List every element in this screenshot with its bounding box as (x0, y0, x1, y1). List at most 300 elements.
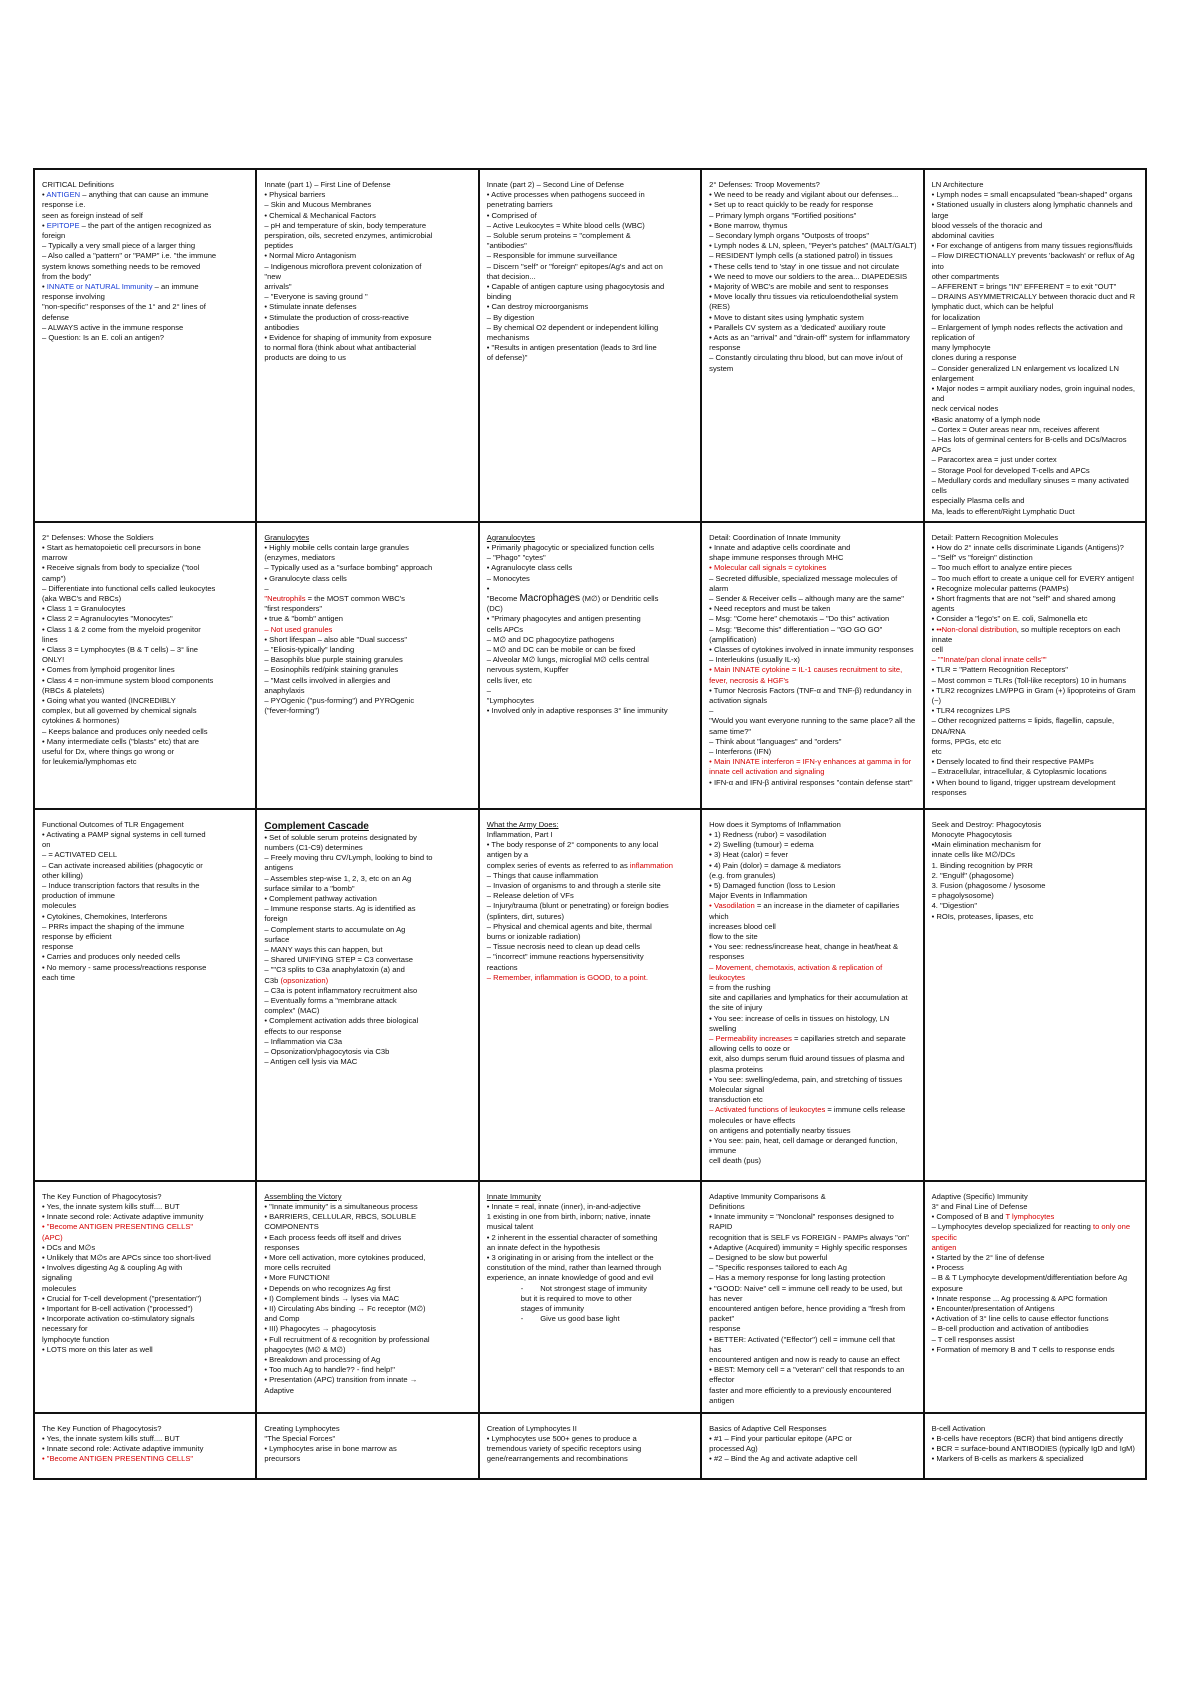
note-line: • Consider a "lego's" on E. coli, Salmonella etc (931, 614, 1088, 624)
note-line: Creation of Lymphocytes II (486, 1423, 577, 1433)
note-line: – Enlargement of lymph nodes reflects the activation and replication of (931, 322, 1123, 343)
note-line: – Can activate increased abilities (phagocytic or (42, 860, 203, 870)
note-line: • Comprised of (486, 210, 537, 220)
note-line: – Too much effort to create a unique cell for EVERY antigen! (931, 573, 1135, 583)
note-line: = from the rushing (709, 982, 771, 992)
note-line: – B-cell production and activation of antibodies (931, 1324, 1089, 1334)
note-line: - Give us good base light (520, 1314, 620, 1324)
note-cell (479, 1181, 701, 1413)
note-cell (924, 1181, 1146, 1413)
note-line: • Bone marrow, thymus (709, 220, 788, 230)
note-line: (RES) (709, 302, 730, 312)
note-line: (amplification) (709, 634, 757, 644)
note-line (932, 625, 1139, 645)
note-line: • Involves digesting Ag & coupling Ag with (42, 1263, 183, 1273)
line-fragment: = capillaries stretch and separate (791, 1033, 906, 1043)
note-line: • Stimulate innate defenses (264, 302, 357, 312)
note-line: Monocyte Phagocytosis (931, 829, 1012, 839)
note-line: – (264, 583, 269, 593)
note-line: 3. Fusion (phagosome / lysosome (931, 880, 1046, 890)
note-line: • More cell activation, more cytokines produced, (264, 1252, 426, 1262)
note-line: on (42, 840, 51, 850)
note-line: • Start as hematopoietic cell precursors in bone (42, 542, 201, 552)
note-line: • Depends on who recognizes Ag first (264, 1283, 391, 1293)
note-line: • 2 inherent in the essential character of something (486, 1232, 658, 1242)
note-line: • Recognize molecular patterns (PAMPs) (931, 583, 1069, 593)
line-fragment: • (42, 282, 47, 292)
note-line: (splinters, dirt, sutures) (486, 911, 565, 921)
note-line (709, 1034, 916, 1044)
note-cell (479, 1413, 701, 1479)
note-line: ONLY! (42, 655, 65, 665)
note-line: – Msg: "Become this" differentiation – "GO GO GO" (709, 624, 883, 634)
note-line: – Question: Is an E. coli an antigen? (42, 333, 165, 343)
note-line: penetrating barriers (486, 200, 553, 210)
note-line: • 1) Redness (rubor) = vasodilation (709, 829, 827, 839)
note-line: • Yes, the innate system kills stuff.... BUT (42, 1433, 180, 1443)
note-line: on antigens and potentially nearby tissues (709, 1125, 851, 1135)
note-line: responses (709, 952, 745, 962)
note-line: • Crucial for T-cell development ("presentation") (42, 1293, 202, 1303)
note-line: – Has lots of germinal centers for B-cells and DCs/Macros APCs (931, 435, 1127, 455)
note-line: phagocytes (M∅ & M∅) (264, 1344, 346, 1354)
note-line: • Densely located to find their respective PAMPs (931, 757, 1094, 767)
note-line: Molecular signal (709, 1084, 765, 1094)
note-line: • Move locally thru tissues via reticuloendothelial system (709, 292, 898, 302)
note-line: – Injury/trauma (blunt or penetrating) or foreign bodies (486, 901, 669, 911)
note-line: • true & "bomb" antigen (264, 614, 343, 624)
note-line: precursors (264, 1454, 301, 1464)
note-line: – Think about "languages" and "orders" (709, 736, 842, 746)
note-line: • You see: swelling/edema, pain, and stretching of tissues (709, 1074, 903, 1084)
note-line: • Short fragments that are not "self" and shared among agents (931, 593, 1116, 614)
note-line: (e.g. from granules) (709, 870, 776, 880)
note-line: • Class 3 = Lymphocytes (B & T cells) – 3° line (42, 644, 199, 654)
note-line: – Too much effort to analyze entire pieces (931, 563, 1072, 573)
note-line: alarm (709, 583, 729, 593)
note-cell (34, 522, 256, 809)
note-line: – RESIDENT lymph cells (a stationed patrol) in tissues (709, 251, 893, 261)
line-fragment: – Permeability increases (709, 1033, 792, 1043)
grid-row (34, 1413, 1146, 1479)
note-line: • For exchange of antigens from many tissues regions/fluids (931, 241, 1133, 251)
note-line: camp") (42, 573, 66, 583)
line-fragment: – an immune (152, 282, 199, 292)
note-line: – Medullary cords and medullary sinuses = many activated cells (931, 475, 1129, 496)
line-fragment: • (931, 624, 937, 634)
note-line: recognition that is SELF vs FOREIGN - PAMPs always "on" (709, 1232, 909, 1242)
note-line: – Cortex = Outer areas near nm, receives afferent (931, 424, 1100, 434)
note-line: each time (42, 972, 75, 982)
note-line: stages of immunity (520, 1303, 585, 1313)
note-line: • III) Phagocytes → phagocytosis (264, 1324, 376, 1334)
note-cell (479, 522, 701, 809)
note-line: – M∅ and DC can be mobile or can be fixed (486, 644, 636, 654)
note-line: • Innate second role: Activate adaptive immunity (42, 1212, 204, 1222)
note-cell (34, 1413, 256, 1479)
note-line: – ""Innate/pan clonal innate cells"" (931, 655, 1047, 665)
note-line: Granulocytes (264, 532, 310, 542)
note-line: Definitions (709, 1201, 745, 1211)
note-line: • Involved only in adaptive responses 3° line immunity (486, 706, 668, 716)
line-fragment: • Vasodilation (709, 901, 755, 911)
note-line: – Responsible for immune surveillance (486, 251, 618, 261)
note-line: flow to the site (709, 931, 758, 941)
note-line: transduction etc (709, 1095, 763, 1105)
note-line: • Many intermediate cells ("blasts" etc) that are (42, 736, 200, 746)
note-line: • You see: increase of cells in tissues on histology, LN (709, 1013, 890, 1023)
note-line: • Active processes when pathogens succeed in (486, 190, 645, 200)
note-line: – Skin and Mucous Membranes (264, 200, 372, 210)
note-line: – PRRs impact the shaping of the immune (42, 921, 185, 931)
note-line (42, 190, 249, 200)
note-line: – Other recognized patterns = lipids, flagellin, capsule, DNA/RNA (931, 716, 1115, 736)
note-line: – ALWAYS active in the immune response (42, 322, 184, 332)
note-line (487, 594, 694, 604)
note-line: foreign (264, 914, 288, 924)
note-line: • Stationed usually in clusters along lymphatic channels and large (931, 200, 1133, 220)
note-line: • Physical barriers (264, 190, 326, 200)
note-line: 2° Defenses: Whose the Soldiers (42, 532, 154, 542)
note-line: experience, an innate knowledge of good and evil (486, 1273, 654, 1283)
note-line: antigen by a (486, 850, 529, 860)
line-fragment: ANTIGEN (46, 190, 81, 200)
note-line: – Sender & Receiver cells – although many are the same" (709, 593, 904, 603)
note-line: – "Everyone is saving ground " (264, 292, 368, 302)
note-line: • Capable of antigen capture using phagocytosis and (486, 282, 665, 292)
note-line: • LOTS more on this later as well (42, 1344, 153, 1354)
note-line: site and capillaries and lymphatics for their accumulation at (709, 993, 908, 1003)
note-line: • Parallels CV system as a 'dedicated' auxiliary route (709, 322, 886, 332)
note-cell (701, 1413, 923, 1479)
note-line: 1. Binding recognition by PRR (931, 860, 1033, 870)
note-line: • Cytokines, Chemokines, Interferons (42, 911, 168, 921)
note-line: same time?" (709, 726, 752, 736)
note-line: for localization (931, 312, 981, 322)
note-line: faster and more efficiently to a previously encountered antigen (709, 1385, 892, 1405)
note-line: – Paracortex area = just under cortex (931, 455, 1057, 465)
note-line: • Yes, the innate system kills stuff.... BUT (42, 1201, 180, 1211)
note-line: – Typically used as a "surface bombing" approach (264, 563, 433, 573)
note-line: • Stimulate the production of cross-reactive (264, 312, 409, 322)
note-line: LN Architecture (931, 180, 984, 189)
note-line: allowing cells to ooze or (709, 1044, 790, 1054)
note-line: – Assembles step-wise 1, 2, 3, etc on an Ag (264, 873, 412, 883)
note-line: •Main elimination mechanism for (931, 840, 1041, 850)
note-line: – Secondary lymph organs "Outposts of troops" (709, 231, 870, 241)
note-line: "Would you want everyone running to the same place? all the (709, 716, 916, 726)
line-fragment: – the part of the antigen recognized as (79, 220, 212, 230)
note-line: ("fever-forming") (264, 706, 320, 716)
note-line: Detail: Coordination of Innate Immunity (709, 532, 841, 542)
note-line: • II) Circulating Abs binding → Fc receptor (M∅) (264, 1303, 426, 1313)
note-line: – M∅ and DC phagocytize pathogens (486, 634, 615, 644)
note-line: encountered antigen before, hence providing a "fresh from (709, 1303, 906, 1313)
note-line: system knows something needs to be removed (42, 261, 201, 271)
note-line: – Induce transcription factors that results in the (42, 880, 200, 890)
note-line: – DRAINS ASYMMETRICALLY between thoracic duct and R (931, 292, 1136, 302)
note-line: – "Mast cells involved in allergies and (264, 675, 391, 685)
line-fragment: EPITOPE (46, 220, 80, 230)
note-line: burns or ionizable radiation) (486, 931, 581, 941)
line-fragment: "Become (486, 593, 520, 603)
note-line: • TLR2 recognizes LM/PPG in Gram (+) lipoproteins of Gram (−) (931, 685, 1136, 705)
note-line: • No memory - same process/reactions response (42, 962, 207, 972)
grid-row (34, 809, 1146, 1181)
note-line: • I) Complement binds → lyses via MAC (264, 1293, 400, 1303)
note-line: – Interleukins (usually IL-x) (709, 655, 800, 665)
note-line: – Complement starts to accumulate on Ag (264, 924, 406, 934)
note-line: mechanisms (486, 333, 530, 343)
note-line: • Comes from lymphoid progenitor lines (42, 665, 175, 675)
note-line: more cells recruited (264, 1263, 331, 1273)
note-line: • Move to distant sites using lymphatic system (709, 312, 864, 322)
note-line (264, 594, 471, 604)
note-line: • Formation of memory B and T cells to response ends (931, 1344, 1115, 1354)
note-line: • 4) Pain (dolor) = damage & mediators (709, 860, 841, 870)
note-line: = phagolysosome) (931, 891, 994, 901)
note-line: perspiration, oils, secreted enzymes, antimicrobial (264, 231, 433, 241)
note-line: – = ACTIVATED CELL (42, 850, 118, 860)
note-line: encountered antigen and now is ready to cause an effect (709, 1354, 900, 1364)
note-line: • Short lifespan – also able "Dual success" (264, 634, 408, 644)
note-line: • Main INNATE interferon = IFN-γ enhances at gamma in for (709, 757, 912, 767)
note-line: Inflammation, Part I (486, 829, 553, 839)
note-cell (701, 1181, 923, 1413)
note-line: – Differentiate into functional cells called leukocytes (42, 583, 216, 593)
line-fragment: INNATE or NATURAL Immunity (46, 282, 153, 292)
note-line: Major Events in Inflammation (709, 891, 808, 901)
note-line: complex" (MAC) (264, 1006, 320, 1016)
note-cell (924, 809, 1146, 1181)
note-line: "Lymphocytes (486, 695, 534, 705)
line-fragment: ••Non-clonal distribution (936, 624, 1017, 634)
note-line: useful for Dx, where things go wrong or (42, 746, 175, 756)
note-line: – Consider generalized LN enlargement vs localized LN enlargement (931, 363, 1119, 383)
note-line: production of immune (42, 891, 116, 901)
note-line: • Innate and adaptive cells coordinate and (709, 542, 851, 552)
note-line: effector (709, 1375, 735, 1385)
note-line: • Markers of B-cells as markers & specialized (931, 1454, 1084, 1464)
note-line: • 3 originating in or arising from the intellect or the (486, 1252, 654, 1262)
note-line: – Alveolar M∅ lungs, microglial M∅ cells central (486, 655, 649, 665)
note-line: abdominal cavities (931, 231, 995, 241)
note-line: for leukemia/lymphomas etc (42, 757, 137, 767)
note-line: • Lymphocytes arise in bone marrow as (264, 1444, 397, 1454)
note-line: – Has a memory response for long lasting protection (709, 1273, 886, 1283)
note-line: • Unlikely that M∅s are APCs since too short-lived (42, 1252, 211, 1262)
note-line: 1 existing in one from birth, inborn; native, innate (486, 1212, 651, 1222)
note-line: molecules (42, 901, 77, 911)
note-line: • 3) Heat (calor) = fever (709, 850, 789, 860)
note-line: • #2 – Bind the Ag and activate adaptive cell (709, 1454, 858, 1464)
note-line: • Lymph nodes = small encapsulated "bean-shaped" organs (931, 190, 1133, 200)
note-line: • You see: redness/increase heat, change in heat/heat & (709, 942, 899, 952)
note-line: • ROIs, proteases, lipases, etc (931, 911, 1034, 921)
note-line: • Major nodes = armpit auxiliary nodes, groin inguinal nodes, and (931, 384, 1135, 404)
note-line: • BETTER: Activated ("Effector") cell = immune cell that (709, 1334, 895, 1344)
note-line: Adaptive Immunity Comparisons & (709, 1191, 826, 1201)
note-line: "antibodies" (486, 241, 527, 251)
note-line: – Extracellular, intracellular, & Cytoplasmic locations (931, 767, 1107, 777)
note-line: Complement Cascade (264, 820, 369, 832)
note-line: seen as foreign instead of self (42, 210, 143, 220)
line-fragment: (M∅) or Dendritic cells (580, 593, 659, 603)
note-line: – Interferons (IFN) (709, 746, 772, 756)
note-line: • We need to move our soldiers to the area... DIAPEDESIS (709, 271, 908, 281)
note-line: – Physical and chemical agents and bite, thermal (486, 921, 652, 931)
note-line: molecules (42, 1283, 77, 1293)
note-line: nervous system, Kupffer (486, 665, 569, 675)
note-line: defense (42, 312, 70, 322)
note-line (709, 1105, 916, 1115)
note-line (42, 221, 249, 231)
note-line: Assembling the Victory (264, 1191, 342, 1201)
note-line: – By chemical O2 dependent or independent killing (486, 322, 659, 332)
note-line: 2. "Engulf" (phagosome) (931, 870, 1014, 880)
note-line: complex, but all governed by chemical signals (42, 706, 197, 716)
note-line: an innate defect in the hypothesis (486, 1242, 600, 1252)
line-fragment: – Activated functions of leukocytes (709, 1105, 826, 1115)
note-line: – Release deletion of VFs (486, 891, 574, 901)
note-line: forms, PPGs, etc etc (931, 736, 1002, 746)
note-cell (701, 522, 923, 809)
note-line: – Flow DIRECTIONALLY prevents 'backwash' or reflux of Ag into (931, 251, 1135, 271)
note-cell (924, 522, 1146, 809)
note-line: musical talent (486, 1222, 534, 1232)
note-line: • More FUNCTION! (264, 1273, 330, 1283)
note-line: • "Become ANTIGEN PRESENTING CELLS" (42, 1454, 194, 1464)
note-line: • B-cells have receptors (BCR) that bind antigens directly (931, 1433, 1123, 1443)
note-line: • Each process feeds off itself and drives (264, 1232, 402, 1242)
note-line: swelling (709, 1023, 737, 1033)
note-line: • These cells tend to 'stay' in one tissue and not circulate (709, 261, 900, 271)
note-line: to normal flora (think about what antibacterial (264, 343, 416, 353)
note-line: • Acts as an "arrival" and "drain-off" system for inflammatory (709, 333, 910, 343)
line-fragment: = the MOST common WBC's (305, 593, 405, 603)
note-line (487, 861, 694, 871)
note-line: response by efficient (42, 931, 112, 941)
note-line: products are doing to us (264, 353, 346, 363)
note-line: • #1 – Find your particular epitope (APC or (709, 1433, 852, 1443)
note-line: response i.e. (42, 200, 86, 210)
note-line: – AFFERENT = brings "IN" EFFERENT = to exit "OUT" (931, 282, 1117, 292)
note-line: increases blood cell (709, 921, 776, 931)
note-line: • You see: pain, heat, cell damage or deranged function, immune (709, 1136, 898, 1156)
note-line: – Most common = TLRs (Toll-like receptors) 10 in humans (931, 675, 1127, 685)
line-fragment: T lymphocytes (1005, 1212, 1055, 1222)
note-line: • Granulocyte class cells (264, 573, 347, 583)
note-line: • Too much Ag to handle?? - find help!" (264, 1365, 395, 1375)
note-line: necessary for (42, 1324, 88, 1334)
note-line: has (709, 1344, 722, 1354)
note-line: • "GOOD: Naive" cell = immune cell ready to be used, but (709, 1283, 903, 1293)
note-line: • Incorporate activation co-stimulatory signals (42, 1314, 195, 1324)
note-line: •Basic anatomy of a lymph node (931, 414, 1041, 424)
note-line: • Adaptive (Acquired) immunity = Highly specific responses (709, 1242, 908, 1252)
note-line: • Complement pathway activation (264, 893, 377, 903)
note-line: – Things that cause inflammation (486, 870, 599, 880)
line-fragment: • Composed of B and (931, 1212, 1006, 1222)
note-line: • Lymph nodes & LN, spleen, "Peyer's patches" (MALT/GALT) (709, 241, 917, 251)
note-line: – Remember, inflammation is GOOD, to a point. (486, 972, 648, 982)
note-line: – "Specific responses tailored to each Ag (709, 1263, 847, 1273)
note-line: • "Primary phagocytes and antigen presenting (486, 614, 641, 624)
note-line: reactions (486, 962, 518, 972)
note-line: (DC) (486, 604, 503, 614)
note-line: • BCR = surface-bound ANTIBODIES (typically IgD and IgM) (931, 1444, 1135, 1454)
note-line: • Innate second role: Activate adaptive immunity (42, 1444, 204, 1454)
note-line: (APC) (42, 1232, 63, 1242)
line-fragment: inflammation (629, 860, 673, 870)
note-line: Innate (part 1) – First Line of Defense (264, 180, 391, 189)
note-line: • Can destroy microorganisms (486, 302, 589, 312)
note-cell (701, 809, 923, 1181)
note-line: • Process (931, 1263, 964, 1273)
note-line: – Eventually forms a "membrane attack (264, 995, 397, 1005)
note-line: • Normal Micro Antagonism (264, 251, 357, 261)
note-line: • Molecular call signals = cytokines (709, 563, 827, 573)
line-fragment: = immune cells release (825, 1105, 906, 1115)
note-line: response (42, 942, 74, 952)
note-line: surface similar to a "bomb" (264, 883, 355, 893)
line-fragment: complex series of events as referred to as (486, 860, 630, 870)
line-fragment: C3b (264, 975, 281, 985)
note-line: – Eosinophils red/pink staining granules (264, 665, 399, 675)
note-line: 4. "Digestion" (931, 901, 978, 911)
note-line: antibodies (264, 322, 300, 332)
grid-row (34, 1181, 1146, 1413)
note-line: – PYOgenic ("pus-forming") and PYROgenic (264, 695, 415, 705)
note-line: – Freely moving thru CV/Lymph, looking to bind to (264, 853, 433, 863)
note-line: 3° and Final Line of Defense (931, 1201, 1028, 1211)
note-line: • 2) Swelling (tumour) = edema (709, 840, 814, 850)
note-line: especially Plasma cells and (931, 496, 1025, 506)
note-line: – Not used granules (264, 624, 333, 634)
note-line: • TLR4 recognizes LPS (931, 706, 1011, 716)
notes-sheet (33, 168, 1147, 1702)
note-line: (RBCs & platelets) (42, 685, 105, 695)
note-line: – Secreted diffusible, specialized message molecules of (709, 573, 898, 583)
note-line: effects to our response (264, 1026, 342, 1036)
note-line: lymphatic duct, which can be helpful (931, 302, 1054, 312)
note-line (932, 1212, 1139, 1222)
note-line: • The body response of 2° components to any local (486, 840, 659, 850)
note-cell (256, 809, 478, 1181)
note-line (709, 901, 916, 921)
note-line: • DCs and M∅s (42, 1242, 96, 1252)
line-fragment: • (42, 220, 47, 230)
note-line: How does it Symptoms of Inflammation (709, 819, 841, 829)
note-line: – C3a is potent inflammatory recruitment also (264, 985, 418, 995)
note-line: Basics of Adaptive Cell Responses (709, 1423, 827, 1433)
note-line: Agranulocytes (486, 532, 535, 542)
note-line: processed Ag) (709, 1444, 758, 1454)
note-line: antigen (931, 1242, 957, 1252)
note-cell (256, 522, 478, 809)
note-line: COMPONENTS (264, 1222, 319, 1232)
note-line: • Class 2 = Agranulocytes "Monocytes" (42, 614, 173, 624)
note-line: marrow (42, 553, 68, 563)
note-line: binding (486, 292, 512, 302)
note-line (932, 1222, 1139, 1242)
note-line: • Started by the 2° line of defense (931, 1252, 1045, 1262)
note-cell (256, 169, 478, 522)
note-line: lines (42, 634, 58, 644)
note-cell (479, 169, 701, 522)
note-line: • Activating a PAMP signal systems in cell turned (42, 829, 206, 839)
note-line: anaphylaxis (264, 685, 305, 695)
